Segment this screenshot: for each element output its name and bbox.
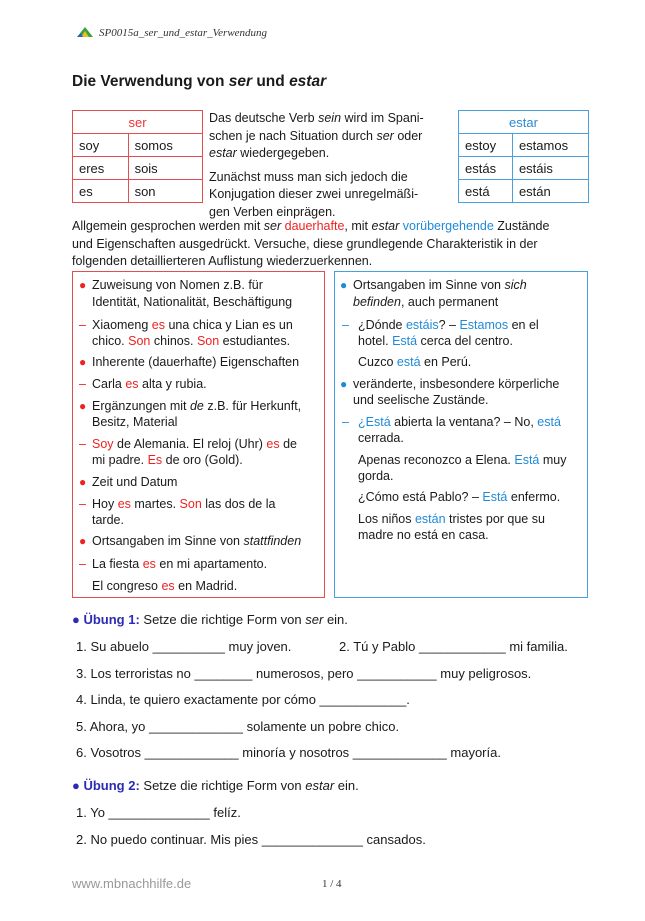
exercise-2-question: 2. No puedo continuar. Mis pies ______________ cansados.: [76, 832, 426, 847]
estar-rule-cont: befinden, auch permanent: [353, 295, 499, 309]
bullet-icon: ●: [72, 612, 84, 627]
dash-icon: –: [79, 437, 86, 451]
intro-text: [209, 110, 452, 221]
exercise-1-question: 4. Linda, te quiero exactamente por cómo ____________.: [76, 692, 410, 707]
estar-example-cont: gorda.: [358, 469, 394, 483]
intro-line: Konjugation dieser zwei unregelmäßi-: [209, 187, 419, 201]
estar-rule: ● Ortsangaben im Sinne von sich: [353, 277, 527, 295]
exercise-1-question: 5. Ahora, yo _____________ solamente un pobre chico.: [76, 719, 400, 734]
ser-rule-cont: Identität, Nationalität, Beschäftigung: [92, 295, 293, 309]
estar-rule: ● veränderte, insbesondere körperliche: [353, 376, 559, 394]
exercise-2-question: 1. Yo ______________ felíz.: [76, 805, 241, 820]
dash-icon: –: [79, 557, 86, 571]
ser-example: – Hoy es martes. Son las dos de la: [92, 496, 275, 514]
estar-cell: está: [459, 180, 513, 203]
ser-cell: soy: [73, 134, 129, 157]
estar-example-cont: cerrada.: [358, 431, 404, 445]
ser-cell: son: [128, 180, 202, 203]
ser-example: – Soy de Alemania. El reloj (Uhr) es de: [92, 436, 297, 454]
bullet-icon: ●: [79, 399, 87, 413]
exercise-2-heading: ● Übung 2: Setze die richtige Form von estar ein.: [72, 778, 359, 793]
estar-example: Los niños están tristes por que su: [358, 512, 545, 526]
logo-icon: [76, 26, 94, 38]
estar-example: – ¿Está abierta la ventana? – No, está: [358, 414, 561, 432]
estar-cell: están: [512, 180, 588, 203]
bullet-icon: ●: [72, 778, 84, 793]
ser-conjugation-table: [72, 110, 203, 203]
ser-table-head: ser: [73, 111, 203, 134]
estar-cell: estás: [459, 157, 513, 180]
document-file-title: SP0015a_ser_und_estar_Verwendung: [99, 27, 268, 39]
intro-line: gen Verben einprägen.: [209, 204, 336, 219]
bullet-icon: ●: [79, 534, 87, 548]
dash-icon: –: [342, 415, 349, 429]
estar-rule-cont: und seelische Zustände.: [353, 393, 489, 407]
estar-example: ¿Cómo está Pablo? – Está enfermo.: [358, 490, 561, 504]
ser-cell: es: [73, 180, 129, 203]
ser-rule-cont: Besitz, Material: [92, 415, 178, 429]
bullet-icon: ●: [79, 475, 87, 489]
estar-conjugation-table: [458, 110, 589, 203]
exercise-1-question: 1. Su abuelo __________ muy joven.: [76, 639, 292, 654]
bullet-icon: ●: [79, 355, 87, 369]
page-number: 1 / 4: [322, 878, 342, 890]
bullet-icon: ●: [79, 278, 87, 292]
estar-cell: estamos: [512, 134, 588, 157]
dash-icon: –: [79, 377, 86, 391]
page-title: Die Verwendung von ser und estar: [72, 73, 327, 90]
estar-example-cont: madre no está en casa.: [358, 528, 489, 542]
intro-line: Das deutsche Verb sein wird im Spani-: [209, 111, 424, 125]
dash-icon: –: [79, 318, 86, 332]
ser-rule: ● Zuweisung von Nomen z.B. für: [92, 277, 263, 295]
ser-rule: ● Inherente (dauerhafte) Eigenschaften: [92, 354, 299, 372]
ser-example: – Carla es alta y rubia.: [92, 376, 207, 394]
bullet-icon: ●: [340, 377, 348, 391]
estar-example-cont: hotel. Está cerca del centro.: [358, 334, 513, 348]
general-line: Allgemein gesprochen werden mit ser dauerhafte, mit estar vorübergehende Zustände: [72, 219, 550, 233]
estar-table-head: estar: [459, 111, 589, 134]
estar-example: Cuzco está en Perú.: [358, 355, 472, 369]
ser-example: – La fiesta es en mi apartamento.: [92, 556, 267, 574]
footer-url: www.mbnachhilfe.de: [72, 876, 192, 891]
ser-cell: somos: [128, 134, 202, 157]
exercise-1-question: 2. Tú y Pablo ____________ mi familia.: [339, 639, 568, 654]
ser-cell: eres: [73, 157, 129, 180]
estar-example: – ¿Dónde estáis? – Estamos en el: [358, 317, 539, 335]
intro-line: estar wiedergegeben.: [209, 146, 330, 160]
exercise-1-question: 6. Vosotros _____________ minoría y nosotros _____________ mayoría.: [76, 745, 501, 760]
ser-rule: ● Zeit und Datum: [92, 474, 177, 492]
ser-example-cont: chico. Son chinos. Son estudiantes.: [92, 334, 291, 348]
ser-example-cont: tarde.: [92, 513, 124, 527]
exercise-1-question: 3. Los terroristas no ________ numerosos, pero ___________ muy peligrosos.: [76, 666, 532, 681]
general-line: und Eigenschaften ausgedrückt. Versuche, diese grundlegende Charakteristik in der: [72, 236, 538, 251]
dash-icon: –: [342, 318, 349, 332]
estar-example: Apenas reconozco a Elena. Está muy: [358, 453, 567, 467]
general-paragraph: [72, 218, 589, 271]
ser-example: El congreso es en Madrid.: [92, 579, 238, 593]
ser-cell: sois: [128, 157, 202, 180]
bullet-icon: ●: [340, 278, 348, 292]
ser-rule: ● Ortsangaben im Sinne von stattfinden: [92, 533, 301, 551]
general-line: folgenden detaillierteren Auflistung wiederzuerkennen.: [72, 254, 373, 268]
estar-cell: estáis: [512, 157, 588, 180]
exercise-1-heading: ● Übung 1: Setze die richtige Form von ser ein.: [72, 612, 348, 627]
estar-cell: estoy: [459, 134, 513, 157]
ser-rule: ● Ergänzungen mit de z.B. für Herkunft,: [92, 398, 301, 416]
ser-example-cont: mi padre. Es de oro (Gold).: [92, 453, 243, 467]
ser-example: – Xiaomeng es una chica y Lian es un: [92, 317, 293, 335]
intro-line: schen je nach Situation durch ser oder: [209, 128, 423, 143]
dash-icon: –: [79, 497, 86, 511]
intro-line: Zunächst muss man sich jedoch die: [209, 169, 408, 184]
